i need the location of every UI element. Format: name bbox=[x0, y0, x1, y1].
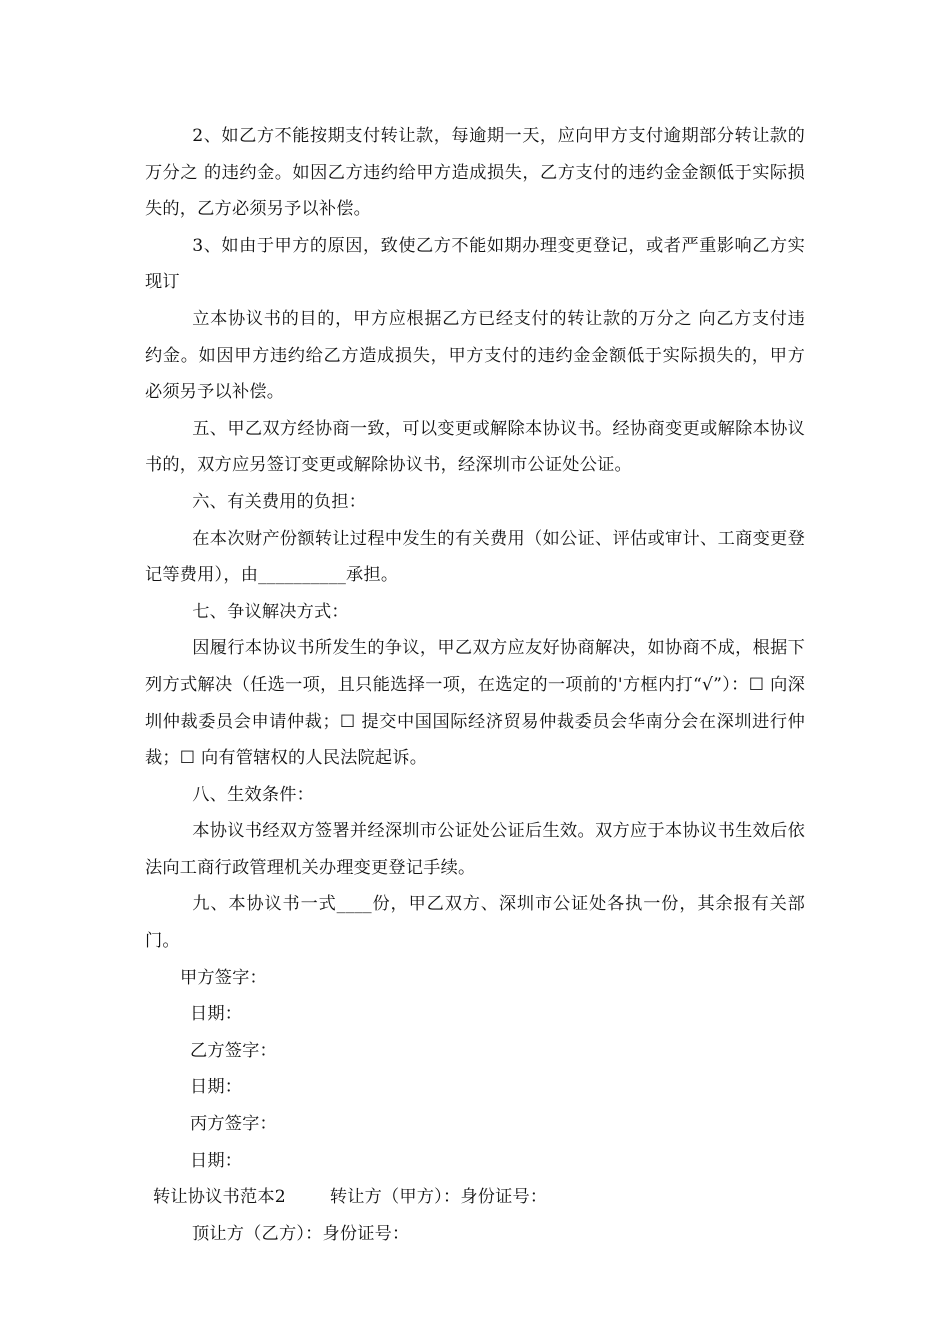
party-b-date: 日期： bbox=[190, 1077, 243, 1098]
clause-3-continued: 立本协议书的目的，甲方应根据乙方已经支付的转让款的万分之 向乙方支付违约金。如因甲方违约给乙方造成损失，甲方支付的违约金金额低于实际损失的，甲方必须另予以补偿。 bbox=[145, 308, 805, 403]
sample-title: 转让协议书范本2 bbox=[153, 1187, 286, 1208]
clause-8-effective: 本协议书经双方签署并经深圳市公证处公证后生效。双方应于本协议书生效后依法向工商行政管理机关办理变更登记手续。 bbox=[145, 821, 805, 878]
transferor-line: 转让方（甲方）：身份证号： bbox=[329, 1187, 548, 1208]
clause-5-amendment: 五、甲乙双方经协商一致，可以变更或解除本协议书。经协商变更或解除本协议书的，双方应另签订变更或解除协议书，经深圳市公证处公证。 bbox=[145, 418, 805, 476]
party-a-date: 日期： bbox=[190, 1004, 243, 1025]
document-body bbox=[145, 118, 805, 1252]
clause-6-heading: 六、有关费用的负担： bbox=[192, 491, 367, 512]
clause-7-heading: 七、争议解决方式： bbox=[192, 601, 349, 622]
party-a-signature: 甲方签字： bbox=[180, 967, 267, 988]
clause-7-dispute: 因履行本协议书所发生的争议，甲乙双方应友好协商解决，如协商不成，根据下列方式解决（任选一项，且只能选择一项，在选定的一项前的'方框内打“√”）：☐ 向深圳仲裁委员会申请仲裁；☐ 提交中国国际经济贸易仲裁委员会华南分会在深圳进行仲裁；☐ 向有管辖权的人民法院起诉。 bbox=[145, 638, 805, 769]
clause-8-heading: 八、生效条件： bbox=[192, 784, 315, 805]
clause-3-delay: 3、如由于甲方的原因，致使乙方不能如期办理变更登记，或者严重影响乙方实现订 bbox=[145, 235, 805, 293]
clause-6-fees: 在本次财产份额转让过程中发生的有关费用（如公证、评估或审计、工商变更登记等费用），由__________承担。 bbox=[145, 528, 805, 586]
party-c-signature: 丙方签字： bbox=[190, 1114, 277, 1135]
clause-9-copies: 九、本协议书一式____份，甲乙双方、深圳市公证处各执一份，其余报有关部门。 bbox=[145, 894, 805, 952]
party-b-signature: 乙方签字： bbox=[190, 1040, 277, 1061]
sample-header-row bbox=[145, 1179, 805, 1216]
party-c-date: 日期： bbox=[190, 1150, 243, 1171]
transferee-line: 顶让方（乙方）：身份证号： bbox=[192, 1223, 410, 1244]
clause-2-late-payment: 2、如乙方不能按期支付转让款，每逾期一天，应向甲方支付逾期部分转让款的万分之 的违约金。如因乙方违约给甲方造成损失，乙方支付的违约金金额低于实际损失的，乙方必须另予以补偿。 bbox=[145, 126, 805, 220]
